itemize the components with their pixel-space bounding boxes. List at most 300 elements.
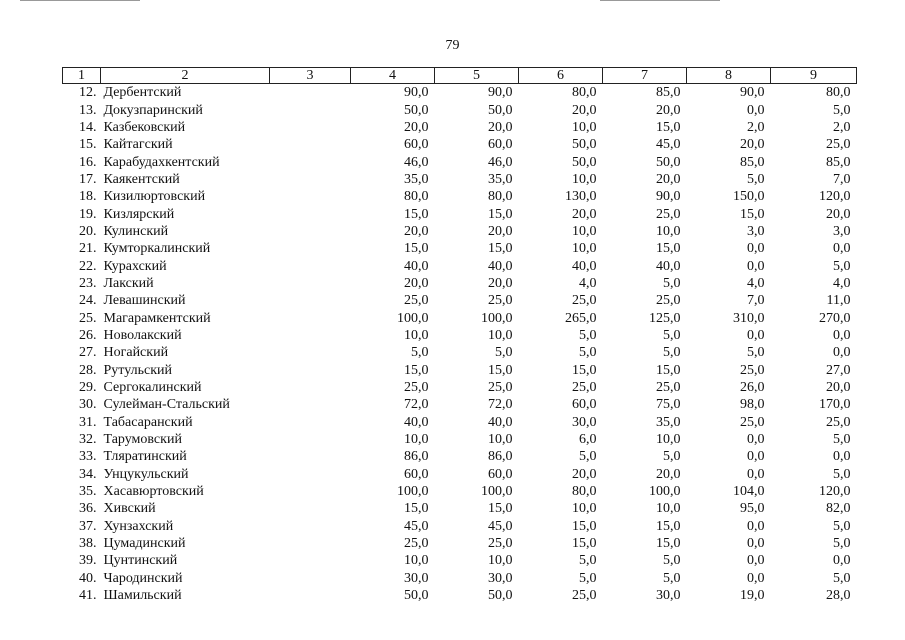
column-6-value: 30,0 — [572, 414, 597, 430]
district-name-cell: Тарумовский — [103, 432, 182, 448]
column-6-value: 5,0 — [579, 327, 597, 343]
column-3-cell — [270, 240, 351, 257]
row-number-cell: 40. — [79, 570, 97, 586]
district-name-cell: Карабудахкентский — [103, 154, 220, 170]
row-number-cell: 30. — [79, 397, 97, 413]
district-name-cell: Лакский — [103, 275, 154, 291]
table-row — [63, 205, 857, 222]
table-row — [63, 535, 857, 552]
column-6-value: 20,0 — [572, 206, 597, 222]
column-8-value: 0,0 — [747, 258, 765, 274]
column-6-value: 10,0 — [572, 241, 597, 257]
column-7-value: 90,0 — [656, 189, 681, 205]
column-5-value: 40,0 — [488, 414, 513, 430]
table-row — [63, 119, 857, 136]
column-6-value: 5,0 — [579, 345, 597, 361]
column-3-cell — [270, 587, 351, 604]
column-4-value: 100,0 — [397, 484, 429, 500]
row-number-cell: 34. — [79, 466, 97, 482]
column-3-cell — [270, 448, 351, 465]
column-4-value: 20,0 — [404, 119, 429, 135]
page-number: 79 — [445, 38, 460, 53]
table-row — [63, 379, 857, 396]
district-name-cell: Кизлярский — [103, 206, 175, 222]
column-5-value: 72,0 — [488, 397, 513, 413]
column-5-value: 25,0 — [488, 536, 513, 552]
table-row — [63, 552, 857, 569]
column-9-value: 82,0 — [826, 501, 851, 517]
row-number-cell: 25. — [79, 310, 97, 326]
column-7-value: 85,0 — [603, 84, 687, 102]
column-4-value: 45,0 — [404, 518, 429, 534]
column-3-cell — [270, 362, 351, 379]
column-4-value: 100,0 — [397, 310, 429, 326]
row-number-cell: 24. — [79, 293, 97, 309]
table-row — [63, 327, 857, 344]
column-9-value: 80,0 — [771, 84, 857, 102]
column-5-value: 25,0 — [488, 380, 513, 396]
column-7-value: 5,0 — [663, 570, 681, 586]
column-6-value: 15,0 — [572, 536, 597, 552]
column-6-value: 50,0 — [572, 154, 597, 170]
column-6-value: 5,0 — [579, 449, 597, 465]
column-3-cell — [270, 500, 351, 517]
row-number-cell: 14. — [79, 119, 97, 135]
column-4-value: 80,0 — [404, 189, 429, 205]
column-3-cell — [270, 344, 351, 361]
column-8-value: 0,0 — [747, 518, 765, 534]
table-row — [63, 570, 857, 587]
table-row — [63, 136, 857, 153]
column-header: 6 — [519, 68, 603, 84]
column-6-value: 10,0 — [572, 171, 597, 187]
column-8-value: 0,0 — [747, 241, 765, 257]
district-name-cell: Сергокалинский — [103, 380, 202, 396]
column-8-value: 15,0 — [740, 206, 765, 222]
column-6-value: 25,0 — [572, 588, 597, 604]
column-8-value: 90,0 — [687, 84, 771, 102]
column-7-value: 5,0 — [663, 345, 681, 361]
column-7-value: 40,0 — [656, 258, 681, 274]
column-8-value: 0,0 — [747, 327, 765, 343]
row-number-cell: 31. — [79, 414, 97, 430]
column-6-value: 25,0 — [572, 380, 597, 396]
table-row — [63, 223, 857, 240]
column-7-value: 25,0 — [656, 380, 681, 396]
column-3-cell — [270, 552, 351, 569]
row-number-cell: 36. — [79, 501, 97, 517]
column-6-value: 40,0 — [572, 258, 597, 274]
column-8-value: 7,0 — [747, 293, 765, 309]
row-number-cell: 13. — [79, 102, 97, 118]
column-7-value: 10,0 — [656, 223, 681, 239]
row-number-cell: 38. — [79, 536, 97, 552]
column-8-value: 0,0 — [747, 102, 765, 118]
column-4-value: 15,0 — [404, 241, 429, 257]
table-row — [63, 188, 857, 205]
column-7-value: 35,0 — [656, 414, 681, 430]
column-9-value: 2,0 — [833, 119, 851, 135]
column-5-value: 15,0 — [488, 241, 513, 257]
row-number-cell: 19. — [79, 206, 97, 222]
column-4-value: 30,0 — [404, 570, 429, 586]
column-6-value: 5,0 — [579, 553, 597, 569]
district-name-cell: Каякентский — [103, 171, 180, 187]
table-row — [63, 466, 857, 483]
table-row — [63, 587, 857, 604]
column-7-value: 10,0 — [656, 432, 681, 448]
row-number-cell: 29. — [79, 380, 97, 396]
scan-edge-line-right — [600, 0, 720, 1]
column-6-value: 60,0 — [572, 397, 597, 413]
column-9-value: 0,0 — [833, 241, 851, 257]
column-3-cell — [270, 570, 351, 587]
column-5-value: 45,0 — [488, 518, 513, 534]
column-header: 4 — [351, 68, 435, 84]
table-row — [63, 431, 857, 448]
column-4-value: 10,0 — [404, 327, 429, 343]
column-7-value: 50,0 — [656, 154, 681, 170]
column-9-value: 5,0 — [833, 102, 851, 118]
column-9-value: 0,0 — [833, 553, 851, 569]
column-7-value: 20,0 — [656, 102, 681, 118]
column-7-value: 5,0 — [663, 327, 681, 343]
column-4-value: 40,0 — [404, 258, 429, 274]
column-3-cell — [270, 396, 351, 413]
column-8-value: 0,0 — [747, 432, 765, 448]
column-7-value: 25,0 — [656, 206, 681, 222]
column-6-value: 5,0 — [579, 570, 597, 586]
column-8-value: 20,0 — [740, 137, 765, 153]
column-7-value: 75,0 — [656, 397, 681, 413]
district-name-cell: Унцукульский — [103, 466, 189, 482]
scan-edge-line-left — [20, 0, 140, 1]
column-4-value: 50,0 — [404, 102, 429, 118]
column-4-value: 10,0 — [404, 432, 429, 448]
table-row — [63, 362, 857, 379]
column-3-cell — [270, 136, 351, 153]
column-6-value: 20,0 — [572, 102, 597, 118]
column-7-value: 15,0 — [656, 119, 681, 135]
column-3-cell — [270, 84, 351, 102]
table-row — [63, 84, 857, 102]
column-8-value: 0,0 — [747, 466, 765, 482]
table-row — [63, 448, 857, 465]
column-6-value: 80,0 — [572, 484, 597, 500]
column-4-value: 5,0 — [411, 345, 429, 361]
column-3-cell — [270, 327, 351, 344]
column-8-value: 104,0 — [733, 484, 765, 500]
district-name-cell: Ногайский — [103, 345, 169, 361]
column-5-value: 60,0 — [488, 466, 513, 482]
district-name-cell: Казбековский — [103, 119, 186, 135]
column-6-value: 4,0 — [579, 275, 597, 291]
column-header: 9 — [771, 68, 857, 84]
column-5-value: 20,0 — [488, 223, 513, 239]
row-number-cell: 37. — [79, 518, 97, 534]
district-name-cell: Кумторкалинский — [103, 241, 211, 257]
row-number-cell: 28. — [79, 362, 97, 378]
column-8-value: 26,0 — [740, 380, 765, 396]
column-9-value: 4,0 — [833, 275, 851, 291]
column-9-value: 11,0 — [826, 293, 851, 309]
column-6-value: 20,0 — [572, 466, 597, 482]
table-row — [63, 500, 857, 517]
column-8-value: 0,0 — [747, 449, 765, 465]
column-9-value: 85,0 — [826, 154, 851, 170]
district-name-cell: Цумадинский — [103, 536, 186, 552]
column-5-value: 80,0 — [488, 189, 513, 205]
district-name-cell: Магарамкентский — [103, 310, 211, 326]
table-row — [63, 396, 857, 413]
column-9-value: 20,0 — [826, 380, 851, 396]
district-name-cell: Кизилюртовский — [103, 189, 206, 205]
column-5-value: 10,0 — [488, 432, 513, 448]
column-3-cell — [270, 309, 351, 326]
column-8-value: 5,0 — [747, 345, 765, 361]
column-8-value: 310,0 — [733, 310, 765, 326]
data-table — [62, 67, 857, 604]
column-9-value: 7,0 — [833, 171, 851, 187]
table-row — [63, 309, 857, 326]
row-number-cell: 23. — [79, 275, 97, 291]
column-5-value: 100,0 — [481, 310, 513, 326]
column-6-value: 50,0 — [572, 137, 597, 153]
district-name-cell: Шамильский — [103, 588, 182, 604]
table-header — [63, 68, 857, 84]
column-8-value: 25,0 — [740, 362, 765, 378]
table-row — [63, 257, 857, 274]
column-9-value: 20,0 — [826, 206, 851, 222]
row-number-cell: 18. — [79, 189, 97, 205]
column-4-value: 25,0 — [404, 536, 429, 552]
row-number-cell: 20. — [79, 223, 97, 239]
column-header: 3 — [270, 68, 351, 84]
column-5-value: 40,0 — [488, 258, 513, 274]
column-4-value: 90,0 — [351, 84, 435, 102]
column-4-value: 46,0 — [404, 154, 429, 170]
column-7-value: 15,0 — [656, 518, 681, 534]
column-7-value: 45,0 — [656, 137, 681, 153]
district-name-cell: Левашинский — [103, 293, 186, 309]
district-name-cell: Новолакский — [103, 327, 182, 343]
column-4-value: 35,0 — [404, 171, 429, 187]
column-4-value: 86,0 — [404, 449, 429, 465]
district-name-cell: Табасаранский — [103, 414, 193, 430]
table-row — [63, 414, 857, 431]
column-header: 5 — [435, 68, 519, 84]
column-9-value: 0,0 — [833, 449, 851, 465]
column-5-value: 35,0 — [488, 171, 513, 187]
row-number-cell: 12. — [63, 84, 101, 102]
column-8-value: 95,0 — [740, 501, 765, 517]
column-3-cell — [270, 153, 351, 170]
column-9-value: 5,0 — [833, 518, 851, 534]
column-8-value: 2,0 — [747, 119, 765, 135]
column-5-value: 20,0 — [488, 275, 513, 291]
column-5-value: 86,0 — [488, 449, 513, 465]
column-4-value: 60,0 — [404, 466, 429, 482]
column-6-value: 10,0 — [572, 501, 597, 517]
column-3-cell — [270, 188, 351, 205]
column-5-value: 50,0 — [488, 102, 513, 118]
column-7-value: 15,0 — [656, 362, 681, 378]
column-7-value: 5,0 — [663, 553, 681, 569]
column-9-value: 5,0 — [833, 432, 851, 448]
column-9-value: 5,0 — [833, 258, 851, 274]
table-row — [63, 483, 857, 500]
column-6-value: 25,0 — [572, 293, 597, 309]
column-5-value: 46,0 — [488, 154, 513, 170]
column-8-value: 25,0 — [740, 414, 765, 430]
table-row — [63, 101, 857, 118]
column-3-cell — [270, 119, 351, 136]
column-3-cell — [270, 275, 351, 292]
column-8-value: 3,0 — [747, 223, 765, 239]
row-number-cell: 33. — [79, 449, 97, 465]
table-row — [63, 292, 857, 309]
district-name-cell: Хунзахский — [103, 518, 174, 534]
column-5-value: 30,0 — [488, 570, 513, 586]
column-8-value: 98,0 — [740, 397, 765, 413]
column-3-cell — [270, 171, 351, 188]
column-3-cell — [270, 101, 351, 118]
column-7-value: 100,0 — [649, 484, 681, 500]
table-row — [63, 171, 857, 188]
column-9-value: 120,0 — [819, 484, 851, 500]
district-name-cell: Хивский — [103, 501, 156, 517]
column-9-value: 120,0 — [819, 189, 851, 205]
district-name-cell: Чародинский — [103, 570, 183, 586]
column-9-value: 5,0 — [833, 466, 851, 482]
column-5-value: 10,0 — [488, 553, 513, 569]
column-9-value: 170,0 — [819, 397, 851, 413]
column-6-value: 15,0 — [572, 518, 597, 534]
row-number-cell: 27. — [79, 345, 97, 361]
column-9-value: 25,0 — [826, 137, 851, 153]
row-number-cell: 22. — [79, 258, 97, 274]
column-3-cell — [270, 431, 351, 448]
column-7-value: 10,0 — [656, 501, 681, 517]
column-header: 7 — [603, 68, 687, 84]
row-number-cell: 17. — [79, 171, 97, 187]
column-3-cell — [270, 292, 351, 309]
column-6-value: 265,0 — [565, 310, 597, 326]
column-4-value: 40,0 — [404, 414, 429, 430]
column-5-value: 20,0 — [488, 119, 513, 135]
column-5-value: 60,0 — [488, 137, 513, 153]
column-7-value: 5,0 — [663, 275, 681, 291]
column-8-value: 150,0 — [733, 189, 765, 205]
row-number-cell: 26. — [79, 327, 97, 343]
district-name-cell: Дербентский — [101, 84, 270, 102]
column-9-value: 270,0 — [819, 310, 851, 326]
column-3-cell — [270, 535, 351, 552]
column-7-value: 25,0 — [656, 293, 681, 309]
column-6-value: 130,0 — [565, 189, 597, 205]
column-6-value: 15,0 — [572, 362, 597, 378]
table-row — [63, 518, 857, 535]
column-4-value: 15,0 — [404, 362, 429, 378]
column-9-value: 0,0 — [833, 327, 851, 343]
column-5-value: 90,0 — [435, 84, 519, 102]
column-5-value: 100,0 — [481, 484, 513, 500]
district-name-cell: Кулинский — [103, 223, 169, 239]
column-7-value: 125,0 — [649, 310, 681, 326]
district-name-cell: Курахский — [103, 258, 167, 274]
column-5-value: 10,0 — [488, 327, 513, 343]
table-row — [63, 153, 857, 170]
column-8-value: 85,0 — [740, 154, 765, 170]
column-9-value: 25,0 — [826, 414, 851, 430]
row-number-cell: 41. — [79, 588, 97, 604]
column-8-value: 4,0 — [747, 275, 765, 291]
table-body — [63, 84, 857, 605]
row-number-cell: 32. — [79, 432, 97, 448]
column-6-value: 10,0 — [572, 119, 597, 135]
table-row — [63, 275, 857, 292]
column-4-value: 20,0 — [404, 275, 429, 291]
column-9-value: 5,0 — [833, 570, 851, 586]
column-7-value: 15,0 — [656, 536, 681, 552]
column-4-value: 10,0 — [404, 553, 429, 569]
column-7-value: 20,0 — [656, 466, 681, 482]
column-4-value: 60,0 — [404, 137, 429, 153]
district-name-cell: Докузпаринский — [103, 102, 203, 118]
column-header: 8 — [687, 68, 771, 84]
district-name-cell: Рутульский — [103, 362, 172, 378]
column-3-cell — [270, 414, 351, 431]
table-row — [63, 344, 857, 361]
district-name-cell: Сулейман-Стальский — [103, 397, 230, 413]
column-9-value: 0,0 — [833, 345, 851, 361]
column-4-value: 20,0 — [404, 223, 429, 239]
column-3-cell — [270, 205, 351, 222]
column-8-value: 0,0 — [747, 553, 765, 569]
column-9-value: 27,0 — [826, 362, 851, 378]
column-3-cell — [270, 483, 351, 500]
column-5-value: 15,0 — [488, 206, 513, 222]
column-5-value: 50,0 — [488, 588, 513, 604]
column-6-value: 80,0 — [519, 84, 603, 102]
column-7-value: 20,0 — [656, 171, 681, 187]
column-5-value: 5,0 — [495, 345, 513, 361]
row-number-cell: 21. — [79, 241, 97, 257]
column-5-value: 25,0 — [488, 293, 513, 309]
district-name-cell: Хасавюртовский — [103, 484, 204, 500]
column-8-value: 0,0 — [747, 570, 765, 586]
column-4-value: 72,0 — [404, 397, 429, 413]
column-4-value: 15,0 — [404, 206, 429, 222]
column-8-value: 19,0 — [740, 588, 765, 604]
column-5-value: 15,0 — [488, 362, 513, 378]
column-6-value: 6,0 — [579, 432, 597, 448]
column-7-value: 30,0 — [656, 588, 681, 604]
column-3-cell — [270, 257, 351, 274]
row-number-cell: 39. — [79, 553, 97, 569]
row-number-cell: 35. — [79, 484, 97, 500]
column-4-value: 25,0 — [404, 293, 429, 309]
column-5-value: 15,0 — [488, 501, 513, 517]
column-8-value: 5,0 — [747, 171, 765, 187]
column-7-value: 15,0 — [656, 241, 681, 257]
column-4-value: 50,0 — [404, 588, 429, 604]
row-number-cell: 15. — [79, 137, 97, 153]
district-name-cell: Цунтинский — [103, 553, 178, 569]
row-number-cell: 16. — [79, 154, 97, 170]
district-name-cell: Кайтагский — [103, 137, 173, 153]
column-9-value: 5,0 — [833, 536, 851, 552]
